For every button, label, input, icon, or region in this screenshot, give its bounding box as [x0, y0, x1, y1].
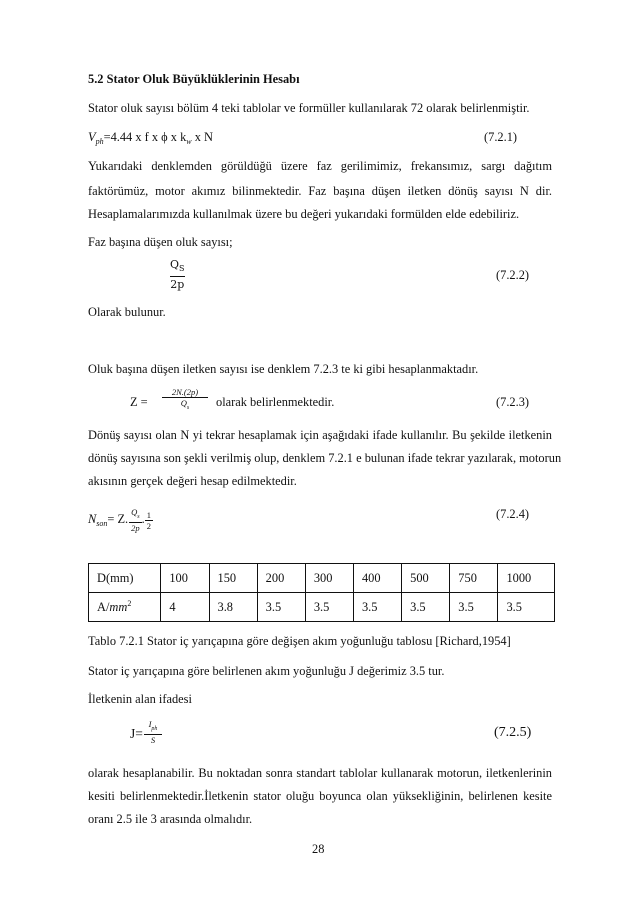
- equation-7-2-1: [88, 130, 213, 146]
- paragraph-3-line-2: kesiti belirlenmektedir.İletkenin stator oluğu boyunca olan yüksekliğinin, belirlenen kesite: [88, 789, 552, 803]
- table-cell: 3.5: [450, 593, 498, 622]
- eq-724-lhs-sub: son: [96, 518, 108, 528]
- eq-724-fraction-1: [129, 507, 141, 533]
- table-cell: 4: [161, 593, 209, 622]
- intro-sentence: Stator oluk sayısı bölüm 4 teki tablolar ve formüller kullanılarak 72 olarak belirlenmiştir.: [88, 101, 530, 115]
- table-row-label: [89, 593, 161, 622]
- eq-723-lhs: Z =: [130, 395, 148, 409]
- eq-725-numerator: I: [148, 719, 152, 729]
- eq-724-lhs-symbol: N: [88, 511, 97, 526]
- equation-7-2-2-number: (7.2.2): [496, 268, 530, 282]
- table-cell: 1000: [498, 564, 555, 593]
- table-cell: 3.5: [305, 593, 353, 622]
- eq-724-frac1-num: Q: [131, 507, 138, 517]
- table-row-label: D(mm): [89, 564, 161, 593]
- eq-724-eq-z: = Z.: [107, 511, 129, 526]
- equation-7-2-3-fraction: [162, 387, 208, 413]
- paragraph-2-line-3: akısının gerçek değeri hesap edilmektedir.: [88, 474, 297, 488]
- olarak-bulunur: Olarak bulunur.: [88, 305, 166, 319]
- equation-7-2-4-number: (7.2.4): [496, 507, 530, 521]
- paragraph-1-line-3: Hesaplamalarımızda kullanılmak üzere bu değeri yukarıdaki formülden elde edebiliriz.: [88, 207, 520, 221]
- section-heading: 5.2 Stator Oluk Büyüklüklerinin Hesabı: [88, 72, 300, 86]
- paragraph-3-line-3: oranı 2.5 ile 3 arasında olmalıdır.: [88, 812, 253, 826]
- row2-label-prefix: A/: [97, 600, 110, 614]
- eq-725-numerator-sub: ph: [151, 726, 158, 732]
- eq-723-denominator: Q: [180, 398, 187, 408]
- iletken-label: İletkenin alan ifadesi: [88, 692, 192, 706]
- paragraph-1-line-2: faktörümüz, motor akımız bilinmektedir. Faz başına düşen iletken dönüş sayısı N dir.: [88, 184, 552, 198]
- eq-722-denominator: 2p: [170, 278, 185, 291]
- equation-7-2-5-fraction: [144, 719, 162, 745]
- table-row: [89, 593, 555, 622]
- equation-7-2-2-fraction: [170, 258, 185, 292]
- equation-7-2-3-number: (7.2.3): [496, 395, 530, 409]
- eq-721-k-sub: w: [186, 137, 192, 146]
- paragraph-3-line-1: olarak hesaplanabilir. Bu noktadan sonra standart tablolar kullanarak motorun, iletkenlerinin: [88, 766, 552, 780]
- eq-721-lhs-sub: ph: [95, 137, 104, 146]
- eq-722-numerator-sub: S: [179, 264, 185, 273]
- page-number: 28: [312, 842, 325, 856]
- eq-723-numerator: 2N.(2p): [162, 387, 208, 398]
- table-row: [89, 564, 555, 593]
- eq-724-frac1-den: 2p: [131, 523, 140, 533]
- eq-724-frac2-num: 1: [146, 509, 151, 520]
- paragraph-2-line-1: Dönüş sayısı olan N yi tekrar hesaplamak için aşağıdaki ifade kullanılır. Bu şekilde iletkenin: [88, 428, 552, 442]
- table-cell: 3.8: [209, 593, 257, 622]
- paragraph-1-line-1: Yukarıdaki denklemden görüldüğü üzere faz gerilimimiz, frekansımız, sargı dağıtım: [88, 159, 552, 173]
- eq-723-denominator-sub: s: [186, 405, 190, 411]
- faz-label: Faz başına düşen oluk sayısı;: [88, 235, 233, 249]
- table-cell: 3.5: [498, 593, 555, 622]
- equation-7-2-1-number: (7.2.1): [484, 130, 518, 144]
- row2-label-exp: 2: [127, 599, 132, 608]
- table-cell: 3.5: [402, 593, 450, 622]
- table-caption: Tablo 7.2.1 Stator iç yarıçapına göre değişen akım yoğunluğu tablosu [Richard,1954]: [88, 634, 511, 648]
- j-sentence: Stator iç yarıçapına göre belirlenen akım yoğunluğu J değerimiz 3.5 tur.: [88, 664, 445, 678]
- equation-7-2-4: [88, 507, 153, 533]
- oluk-sentence: Oluk başına düşen iletken sayısı ise denklem 7.2.3 te ki gibi hesaplanmaktadır.: [88, 362, 479, 376]
- table-cell: 100: [161, 564, 209, 593]
- table-cell: 400: [353, 564, 401, 593]
- table-cell: 3.5: [353, 593, 401, 622]
- table-cell: 500: [402, 564, 450, 593]
- eq-721-body: =4.44 x f x ϕ x k: [103, 130, 187, 144]
- paragraph-2-line-2: dönüş sayısına son şekli verilmiş olup, denklem 7.2.1 e bulunan ifade tekrar yazılarak, motorun: [88, 451, 562, 465]
- table-cell: 750: [450, 564, 498, 593]
- table-cell: 300: [305, 564, 353, 593]
- eq-724-frac2-den: 2: [146, 520, 151, 531]
- eq-724-dot: .: [141, 511, 145, 526]
- eq-724-frac1-num-sub: s: [137, 514, 140, 520]
- current-density-table: [88, 563, 555, 622]
- table-cell: 200: [257, 564, 305, 593]
- table-cell: 150: [209, 564, 257, 593]
- eq-725-lhs: J=: [130, 726, 143, 741]
- eq-722-numerator: Q: [170, 258, 180, 271]
- table-cell: 3.5: [257, 593, 305, 622]
- eq-724-fraction-2: [145, 510, 153, 531]
- eq-725-denominator: S: [150, 735, 156, 745]
- row2-label-mm: mm: [109, 600, 128, 614]
- eq-723-trail: olarak belirlenmektedir.: [216, 395, 335, 409]
- eq-721-tail: x N: [191, 130, 213, 144]
- equation-7-2-5-number: (7.2.5): [494, 725, 532, 740]
- eq-721-lhs-symbol: V: [88, 130, 96, 144]
